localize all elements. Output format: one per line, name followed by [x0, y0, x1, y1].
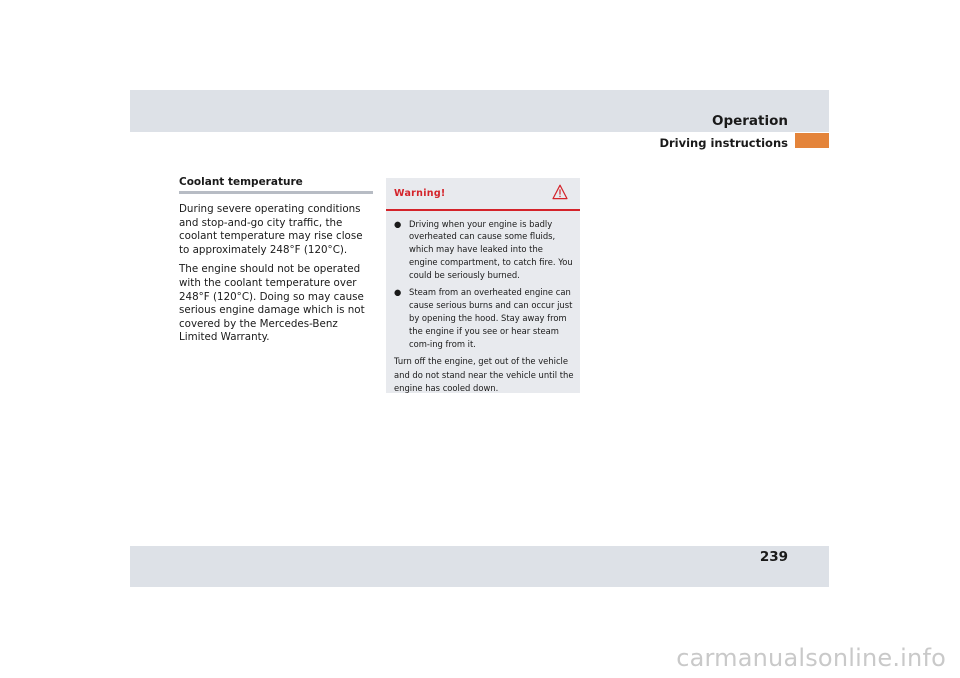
warning-list — [386, 218, 580, 351]
watermark: carmanualsonline.info — [676, 644, 946, 672]
content-paragraph: During severe operating conditions and stop-and-go city traffic, the coolant temperature may rise close to approximately 248°F (120°C). — [179, 203, 363, 256]
warning-header — [386, 178, 580, 209]
warning-bullet-text: Steam from an overheated engine can cause serious burns and can occur just by opening the hood. Stay away from the engine if you see or hear steam com-ing from it. — [409, 287, 573, 349]
warning-triangle-icon — [552, 184, 568, 200]
bullet-icon: ● — [394, 287, 402, 298]
warning-bullet-item — [394, 218, 574, 282]
section-tab-marker — [795, 133, 829, 148]
warning-divider — [386, 209, 580, 211]
warning-title: Warning! — [394, 188, 446, 199]
heading-divider — [179, 191, 373, 194]
section-title: Operation — [711, 113, 788, 129]
subsection-title: Driving instructions — [659, 136, 788, 150]
content-heading: Coolant temperature — [179, 176, 303, 188]
warning-footer-text: Turn off the engine, get out of the vehicle and do not stand near the vehicle until the engine has cooled down. — [394, 356, 574, 394]
main-content — [179, 176, 373, 351]
page-number: 239 — [759, 549, 788, 565]
bullet-icon: ● — [394, 218, 402, 229]
warning-box — [386, 178, 580, 393]
content-paragraph: The engine should not be operated with the coolant temperature over 248°F (120°C). Doing so may cause serious engine damage which is not covered by the Mercedes-Benz Limited Warranty. — [179, 263, 365, 344]
warning-bullet-item — [394, 286, 574, 350]
warning-bullet-text: Driving when your engine is badly overheated can cause some fluids, which may have leaked into the engine compartment, to catch fire. You could be seriously burned. — [409, 218, 573, 280]
footer-band — [130, 546, 829, 587]
